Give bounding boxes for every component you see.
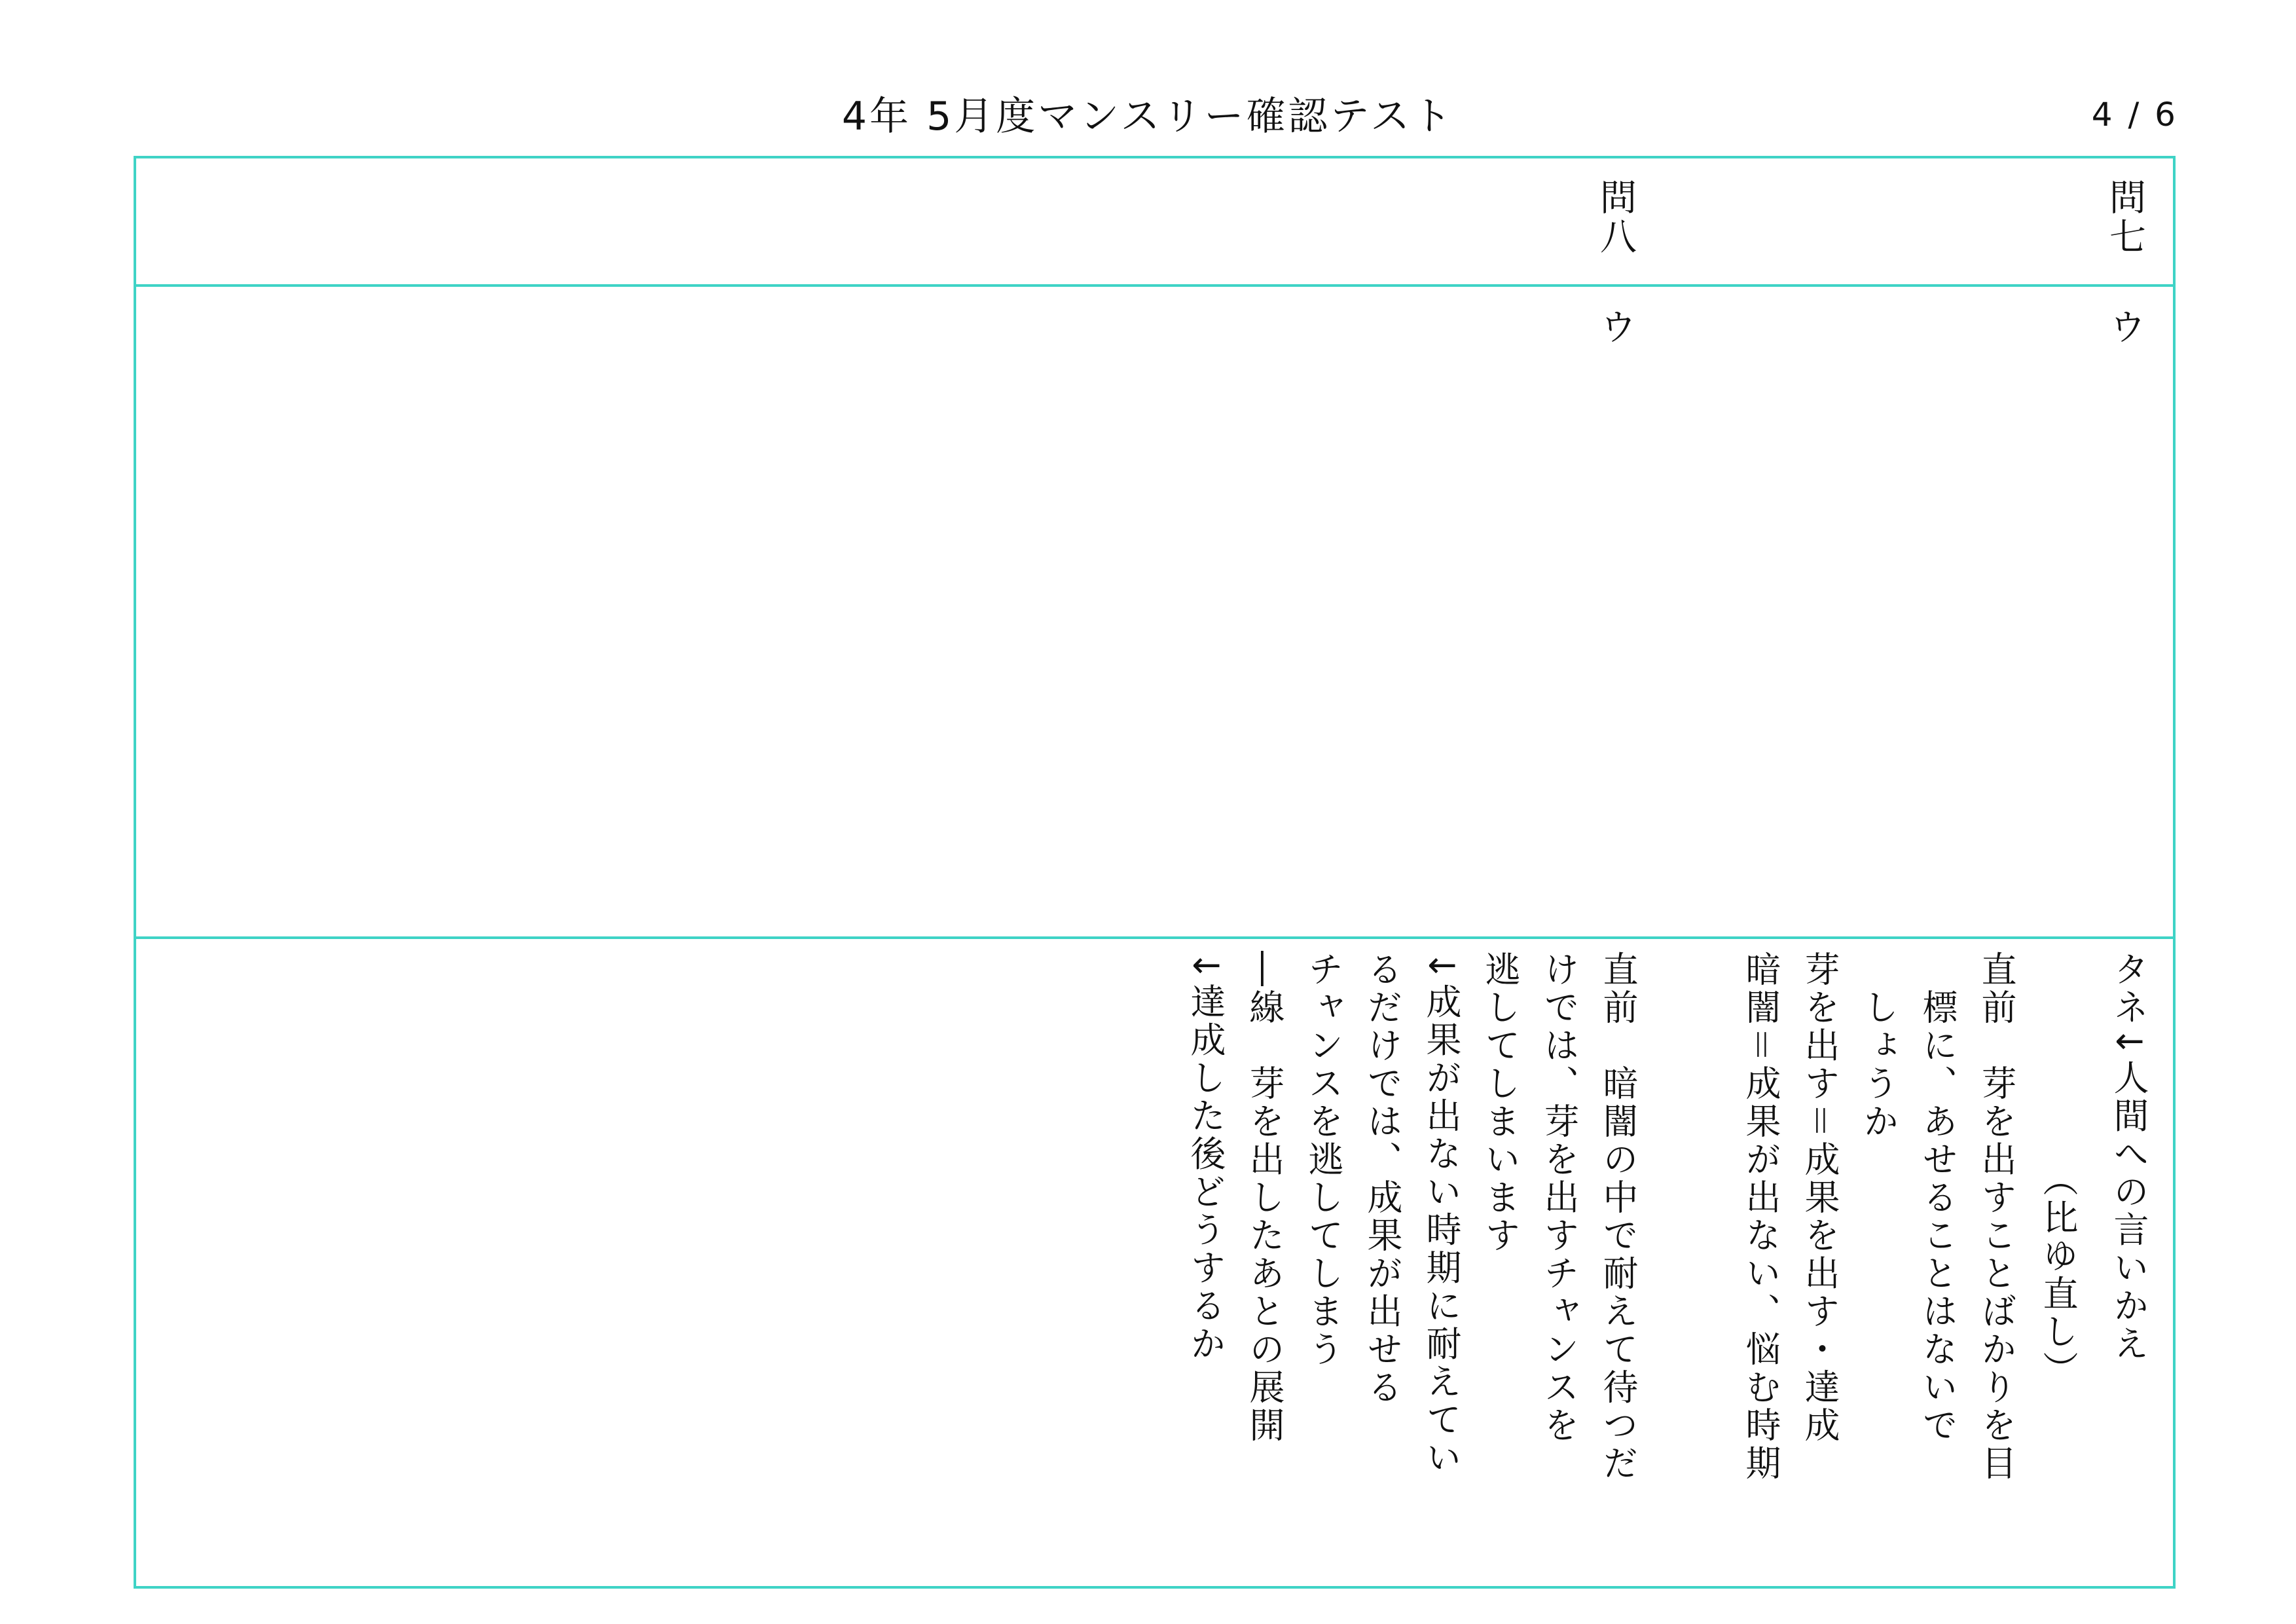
q8-note-line: ↓達成した後どうするか bbox=[1185, 951, 1226, 1363]
q7-note-line: 暗闇＝成果が出ない、悩む時期 bbox=[1740, 951, 1781, 1483]
q8-note-line: けでは、芽を出すチャンスを bbox=[1539, 951, 1580, 1445]
q8-note-line: 直前 暗闇の中で耐えて待つだ bbox=[1597, 951, 1639, 1483]
q7-note-line: 直前 芽を出すことばかりを目 bbox=[1976, 951, 2017, 1483]
row-divider-answer bbox=[134, 936, 2176, 939]
question-8-label: 問八 bbox=[1594, 178, 1637, 257]
q7-note-line: （比ゆ直し） bbox=[2037, 951, 2079, 1389]
q8-note-line: ―線 芽を出したあとの展開 bbox=[1244, 951, 1285, 1445]
question-8-answer: ウ bbox=[1594, 308, 1637, 347]
q8-note-line: 逃してしまいます bbox=[1480, 951, 1521, 1255]
q7-note-line: しょうか bbox=[1858, 951, 1899, 1141]
q7-note-line: 芽を出す＝成果を出す・達成 bbox=[1799, 951, 1840, 1445]
q8-note-line: ↓成果が出ない時期に耐えてい bbox=[1421, 951, 1462, 1477]
q8-note-line: るだけでは、成果が出せる bbox=[1362, 951, 1403, 1407]
q8-note-line: チャンスを逃してしまう bbox=[1303, 951, 1344, 1369]
question-7-answer: ウ bbox=[2104, 308, 2146, 347]
question-7-label: 問七 bbox=[2104, 178, 2146, 257]
row-divider-header bbox=[134, 284, 2176, 287]
page-number: 4 / 6 bbox=[2091, 96, 2178, 134]
q7-note-line: 標に、あせることはないで bbox=[1917, 951, 1958, 1445]
answer-sheet-frame bbox=[134, 156, 2176, 1589]
page-title: 4年 5月度マンスリー確認テスト bbox=[841, 94, 1455, 139]
q7-note-line: タネ↓人間への言いかえ bbox=[2108, 951, 2149, 1363]
